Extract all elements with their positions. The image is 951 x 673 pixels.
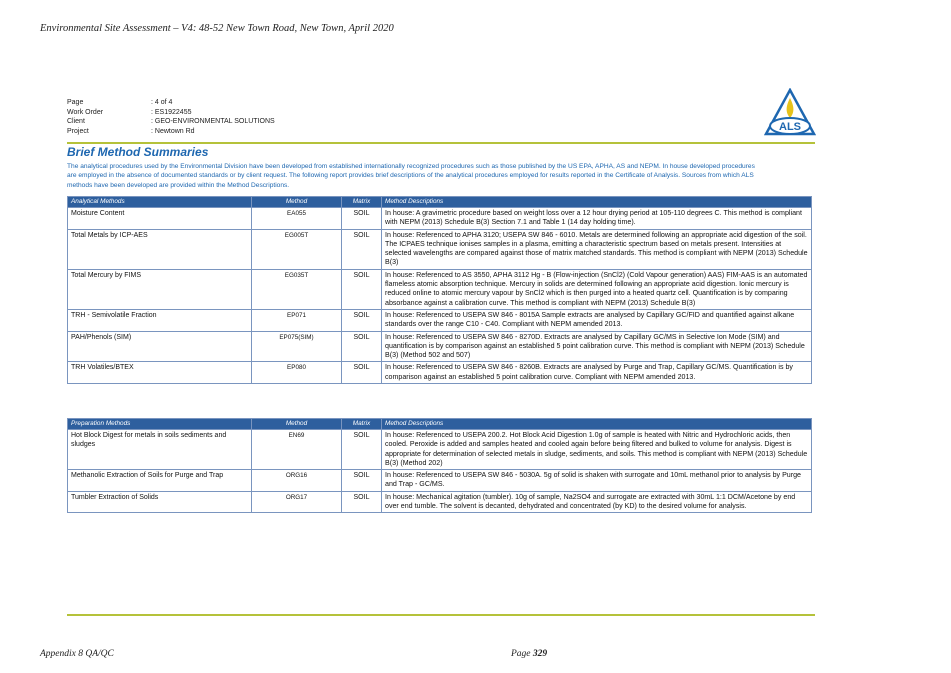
header-method-descriptions: Method Descriptions [382, 419, 812, 430]
method-name: TRH Volatiles/BTEX [68, 362, 252, 384]
method-code: ORG16 [252, 470, 342, 492]
method-matrix: SOIL [342, 269, 382, 309]
table-row [68, 491, 812, 513]
method-name: Hot Block Digest for metals in soils sediments and sludges [68, 430, 252, 470]
table-header-row [68, 419, 812, 430]
intro-paragraph: The analytical procedures used by the Environmental Division have been developed from established internationally recognized procedures such as those published by the US EPA, APHA, AS and NEPM. In house developed procedures are employed in the absence of documented standards or by client request. The following report provides brief descriptions of the analytical procedures employed for results reported in the Certificate of Analysis. Sources from which ALS methods have been developed are provided within the Method Descriptions. [67, 163, 755, 189]
method-name: Total Metals by ICP-AES [68, 229, 252, 269]
table-row [68, 331, 812, 362]
analytical-methods-table [67, 196, 812, 384]
table-row [68, 229, 812, 269]
method-code: EA055 [252, 208, 342, 230]
method-code: ORG17 [252, 491, 342, 513]
report-meta [67, 98, 275, 136]
method-code: EG005T [252, 229, 342, 269]
method-code: EP071 [252, 309, 342, 331]
method-matrix: SOIL [342, 470, 382, 492]
method-matrix: SOIL [342, 309, 382, 331]
document-header: Environmental Site Assessment – V4: 48-52 New Town Road, New Town, April 2020 [40, 23, 394, 34]
method-code: EG035T [252, 269, 342, 309]
method-description: In house: A gravimetric procedure based on weight loss over a 12 hour drying period at 105-110 degrees C. This method is compliant with NEPM (2013) Schedule B(3) Section 7.1 and Table 1 (14 day holding time). [382, 208, 812, 230]
header-preparation-methods: Preparation Methods [68, 419, 252, 430]
table-row [68, 309, 812, 331]
method-matrix: SOIL [342, 229, 382, 269]
footer-appendix: Appendix 8 QA/QC [40, 649, 114, 659]
method-description: In house: Referenced to USEPA SW 846 - 8015A Sample extracts are analysed by Capillary GC/FID and quantified against alkane standards over the range C10 - C40. Compliant with NEPM amended 2013. [382, 309, 812, 331]
method-name: TRH - Semivolatile Fraction [68, 309, 252, 331]
method-name: Tumbler Extraction of Solids [68, 491, 252, 513]
header-method: Method [252, 197, 342, 208]
header-analytical-methods: Analytical Methods [68, 197, 252, 208]
method-code: EN69 [252, 430, 342, 470]
preparation-methods-table [67, 418, 812, 513]
method-matrix: SOIL [342, 331, 382, 362]
table-header-row [68, 197, 812, 208]
method-matrix: SOIL [342, 362, 382, 384]
logo-text: ALS [779, 121, 801, 133]
method-name: Methanolic Extraction of Soils for Purge and Trap [68, 470, 252, 492]
table-row [68, 208, 812, 230]
footer-page-label: Page [511, 649, 531, 659]
method-code: EP075(SIM) [252, 331, 342, 362]
meta-row-page: Page : 4 of 4 [67, 99, 173, 106]
header-method-descriptions: Method Descriptions [382, 197, 812, 208]
header-method: Method [252, 419, 342, 430]
method-matrix: SOIL [342, 430, 382, 470]
header-matrix: Matrix [342, 419, 382, 430]
header-matrix: Matrix [342, 197, 382, 208]
method-description: In house: Mechanical agitation (tumbler). 10g of sample, Na2SO4 and surrogate are extracted with 30mL 1:1 DCM/Acetone by end over end tumble. The solvent is decanted, dehydrated and concentrated (by KD) to the desired volume for analysis. [382, 491, 812, 513]
table-row [68, 470, 812, 492]
method-matrix: SOIL [342, 208, 382, 230]
meta-row-work-order: Work Order : ES1922455 [67, 108, 192, 116]
footer-rule [67, 614, 815, 616]
method-description: In house: Referenced to USEPA SW 846 - 5030A. 5g of solid is shaken with surrogate and 10mL methanol prior to analysis by Purge and Trap - GC/MS. [382, 470, 812, 492]
section-title: Brief Method Summaries [67, 145, 209, 159]
method-name: Moisture Content [68, 208, 252, 230]
method-name: PAH/Phenols (SIM) [68, 331, 252, 362]
method-description: In house: Referenced to USEPA 200.2. Hot Block Acid Digestion 1.0g of sample is heated with Nitric and Hydrochloric acids, then cooled. Peroxide is added and samples heated and cooled again before being filtered and bulked to volume for analysis. Digest is appropriate for determination of selected metals in sludge, sediments, and soils. This method is compliant with NEPM (2013) Schedule B(3) (Method 202) [382, 430, 812, 470]
meta-row-project: Project : Newtown Rd [67, 127, 195, 135]
meta-row-client: Client : GEO-ENVIRONMENTAL SOLUTIONS [67, 118, 275, 126]
method-description: In house: Referenced to USEPA SW 846 - 8270D. Extracts are analysed by Capillary GC/MS in Selective Ion Mode (SIM) and quantification is by comparison against an established 5 point calibration curve. This method is compliant with NEPM (2013) Schedule B(3) (Method 502 and 507) [382, 331, 812, 362]
table-row [68, 269, 812, 309]
method-code: EP080 [252, 362, 342, 384]
method-matrix: SOIL [342, 491, 382, 513]
method-description: In house: Referenced to USEPA SW 846 - 8260B. Extracts are analysed by Purge and Trap, Capillary GC/MS. Quantification is by comparison against an established 5 point calibration curve. Compliant with NEPM amended 2013. [382, 362, 812, 384]
method-description: In house: Referenced to APHA 3120; USEPA SW 846 - 6010. Metals are determined following an appropriate acid digestion of the soil. The ICPAES technique ionises samples in a plasma, emitting a characteristic spectrum based on metals present. Intensities at selected wavelengths are compared against those of matrix matched standards. This method is compliant with NEPM (2013) Schedule B(3) [382, 229, 812, 269]
footer-page [511, 649, 547, 659]
table-row [68, 430, 812, 470]
method-description: In house: Referenced to AS 3550, APHA 3112 Hg - B (Flow-injection (SnCl2) (Cold Vapour generation) AAS) FIM-AAS is an automated flameless atomic absorption technique. Mercury in solids are determined following an appropriate acid digestion. Ionic mercury is reduced online to atomic mercury vapour by SnCl2 which is then purged into a heated quartz cell. Quantification is by comparing absorbance against a calibration curve. This method is compliant with NEPM (2013) Schedule B(3) [382, 269, 812, 309]
als-logo [764, 88, 816, 140]
footer-page-number: 329 [532, 649, 548, 659]
method-name: Total Mercury by FIMS [68, 269, 252, 309]
header-rule [67, 142, 815, 144]
table-row [68, 362, 812, 384]
